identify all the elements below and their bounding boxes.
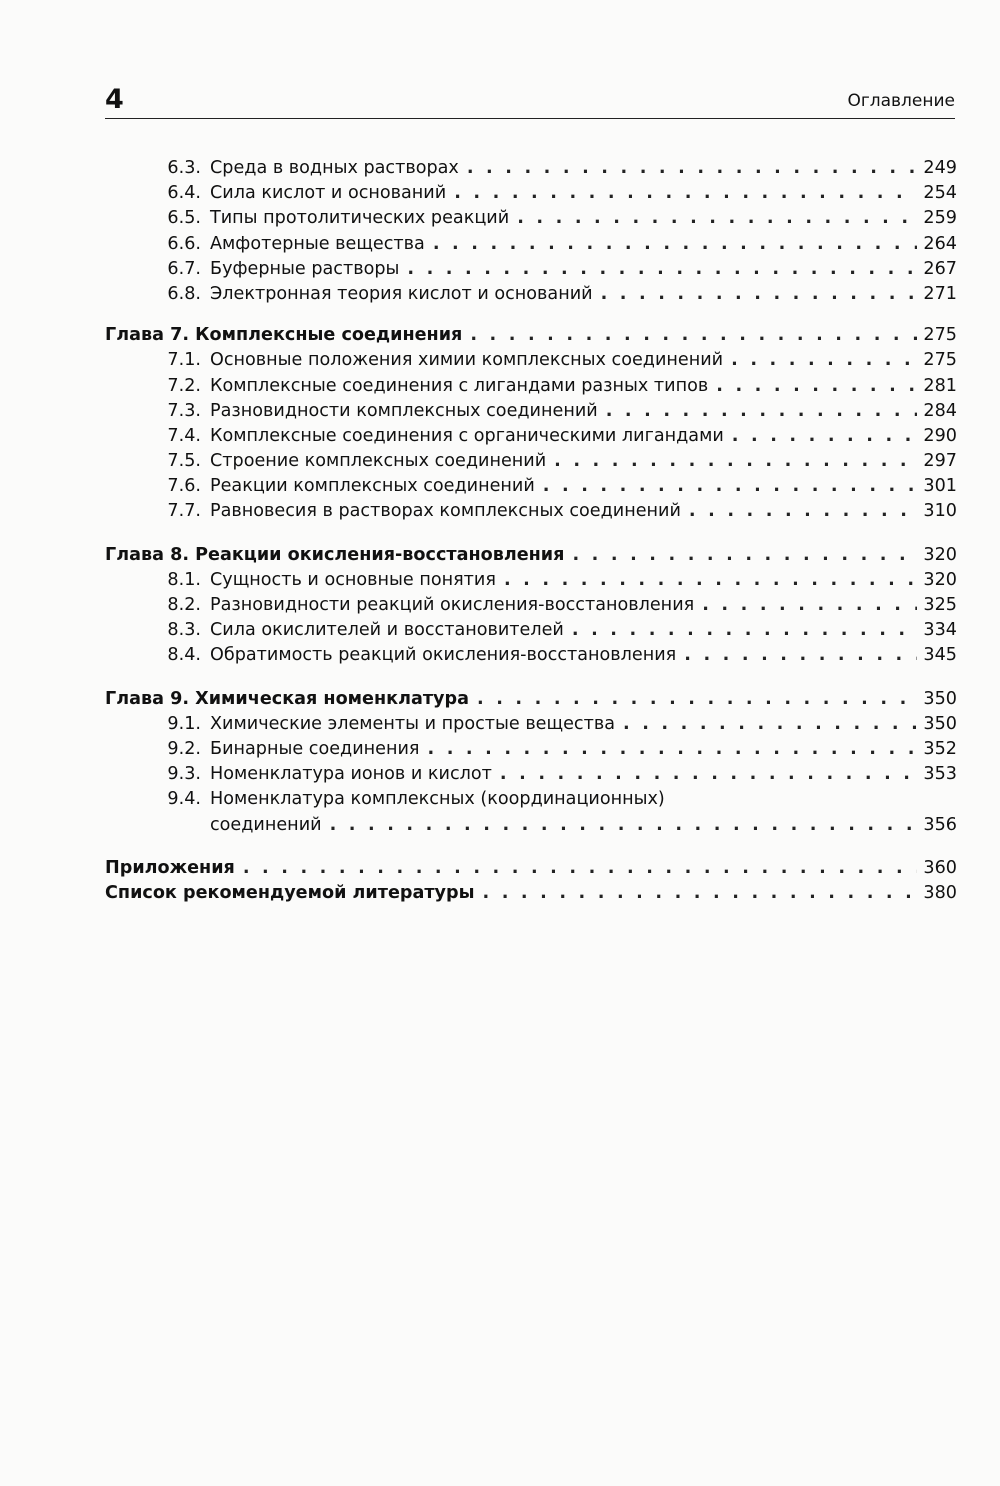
section-title: Сила окислителей и восстановителей [210,620,564,641]
section-title: Номенклатура ионов и кислот [210,764,492,785]
page-ref: 352 [923,738,957,759]
section-number: 8.3. [167,620,201,641]
leader-dots [477,687,917,712]
toc-entry[interactable] [105,399,957,424]
section-title: Химические элементы и простые вещества [210,713,615,734]
leader-dots [433,232,918,257]
toc-entry-literature[interactable] [105,881,957,906]
page-ref: 290 [923,425,957,446]
leader-dots [684,643,917,668]
leader-dots [517,206,917,231]
leader-dots [572,618,918,643]
section-title: Бинарные соединения [210,738,420,759]
chapter-7 [105,323,957,525]
leader-dots [702,593,917,618]
section-title: Разновидности комплексных соединений [210,400,598,421]
chapter-6-sections [105,156,957,307]
page-ref: 360 [923,857,957,878]
toc-entry[interactable] [105,618,957,643]
section-title: Среда в водных растворах [210,158,459,178]
back-matter [105,856,957,906]
page-ref: 334 [923,620,957,641]
section-title-line2: соединений [210,814,322,835]
page-header [105,86,955,119]
leader-dots [623,712,917,737]
toc-entry[interactable] [105,449,957,474]
section-number: 7.2. [167,375,201,396]
toc-entry[interactable] [105,712,957,737]
section-number: 6.6. [167,233,201,254]
section-title: Разновидности реакций окисления-восстановления [210,595,695,615]
chapter-heading[interactable] [105,687,957,712]
page-ref: 284 [923,400,957,421]
section-title: Основные положения химии комплексных соединений [210,350,724,371]
toc-entry[interactable] [105,737,957,762]
chapter-heading[interactable] [105,543,957,568]
leader-dots [407,257,917,282]
page-ref: 249 [923,158,957,178]
section-number: 6.5. [167,208,201,229]
section-number: 7.6. [167,476,201,497]
leader-dots [732,424,918,449]
toc-entry[interactable] [105,643,957,668]
leader-dots [689,499,917,524]
section-number: 6.8. [167,283,201,304]
section-number: 9.1. [167,713,201,734]
toc-entry[interactable] [105,762,957,787]
section-title: Амфотерные вещества [210,233,425,254]
section-number: 8.2. [167,595,201,615]
section-title: Комплексные соединения с лигандами разных типов [210,375,709,396]
running-title: Оглавление [847,91,955,111]
page-ref: 356 [923,814,957,835]
page-number: 4 [105,84,124,115]
toc-entry[interactable] [105,424,957,449]
toc-entry[interactable] [105,568,957,593]
leader-dots [467,156,918,181]
page-ref: 320 [923,544,957,565]
leader-dots [606,399,918,424]
section-title-line1: Номенклатура комплексных (координационных) [210,789,665,810]
chapter-heading[interactable] [105,323,957,348]
toc-entry[interactable] [105,232,957,257]
leader-dots [543,474,918,499]
page-ref: 275 [923,350,957,371]
toc-entry[interactable] [105,499,957,524]
section-number: 9.4. [167,789,201,810]
section-title: Равновесия в растворах комплексных соединений [210,501,681,522]
appendix-title: Приложения [105,857,235,878]
page-ref: 267 [923,258,957,279]
section-number: 7.4. [167,425,201,446]
leader-dots [330,813,918,838]
section-number: 9.3. [167,764,201,785]
page-ref: 259 [923,208,957,229]
leader-dots [731,348,917,373]
section-title: Сущность и основные понятия [210,569,496,590]
toc-entry[interactable] [105,156,957,181]
section-title: Реакции комплексных соединений [210,476,535,497]
section-number: 7.7. [167,501,201,522]
section-title: Обратимость реакций окисления-восстановления [210,645,677,666]
table-of-contents [105,156,957,924]
toc-entry[interactable] [105,474,957,499]
leader-dots [454,181,917,206]
toc-entry[interactable] [105,593,957,618]
toc-entry-multiline-second[interactable] [105,813,957,838]
page-ref: 297 [923,451,957,472]
leader-dots [601,282,918,307]
section-title: Буферные растворы [210,258,400,279]
page-ref: 350 [923,688,957,709]
leader-dots [504,568,917,593]
page-ref: 325 [923,595,957,615]
page-ref: 350 [923,713,957,734]
leader-dots [470,323,917,348]
section-number: 8.1. [167,569,201,590]
leader-dots [716,374,917,399]
chapter-title: Глава 9. Химическая номенклатура [105,688,469,709]
leader-dots [243,856,918,881]
leader-dots [500,762,918,787]
chapter-8 [105,543,957,669]
section-number: 8.4. [167,645,201,666]
section-number: 6.7. [167,258,201,279]
page-ref: 281 [923,375,957,396]
toc-entry[interactable] [105,181,957,206]
leader-dots [427,737,917,762]
page-ref: 380 [923,882,957,903]
chapter-title: Глава 8. Реакции окисления-восстановления [105,544,565,565]
section-number: 7.1. [167,350,201,371]
page-ref: 254 [923,183,957,204]
section-number: 6.3. [167,158,201,178]
leader-dots [572,543,917,568]
toc-entry-appendix[interactable] [105,856,957,881]
literature-title: Список рекомендуемой литературы [105,882,475,903]
section-title: Типы протолитических реакций [210,208,510,229]
section-title: Сила кислот и оснований [210,183,447,204]
leader-dots [554,449,917,474]
leader-dots [483,881,918,906]
toc-entry[interactable] [105,257,957,282]
page-ref: 275 [923,325,957,346]
toc-entry[interactable] [105,206,957,231]
section-title: Строение комплексных соединений [210,451,547,472]
toc-entry[interactable] [105,374,957,399]
page-ref: 301 [923,476,957,497]
chapter-9 [105,687,957,838]
section-number: 7.3. [167,400,201,421]
section-number: 6.4. [167,183,201,204]
section-title: Электронная теория кислот и оснований [210,283,593,304]
page-ref: 353 [923,764,957,785]
section-number: 9.2. [167,738,201,759]
page-ref: 320 [923,569,957,590]
page-ref: 271 [923,283,957,304]
toc-entry-multiline-first[interactable] [105,787,957,812]
toc-entry[interactable] [105,348,957,373]
chapter-title: Глава 7. Комплексные соединения [105,325,463,346]
page-ref: 345 [923,645,957,666]
page-ref: 310 [923,501,957,522]
section-title: Комплексные соединения с органическими лигандами [210,425,724,446]
page-ref: 264 [923,233,957,254]
toc-entry[interactable] [105,282,957,307]
section-number: 7.5. [167,451,201,472]
